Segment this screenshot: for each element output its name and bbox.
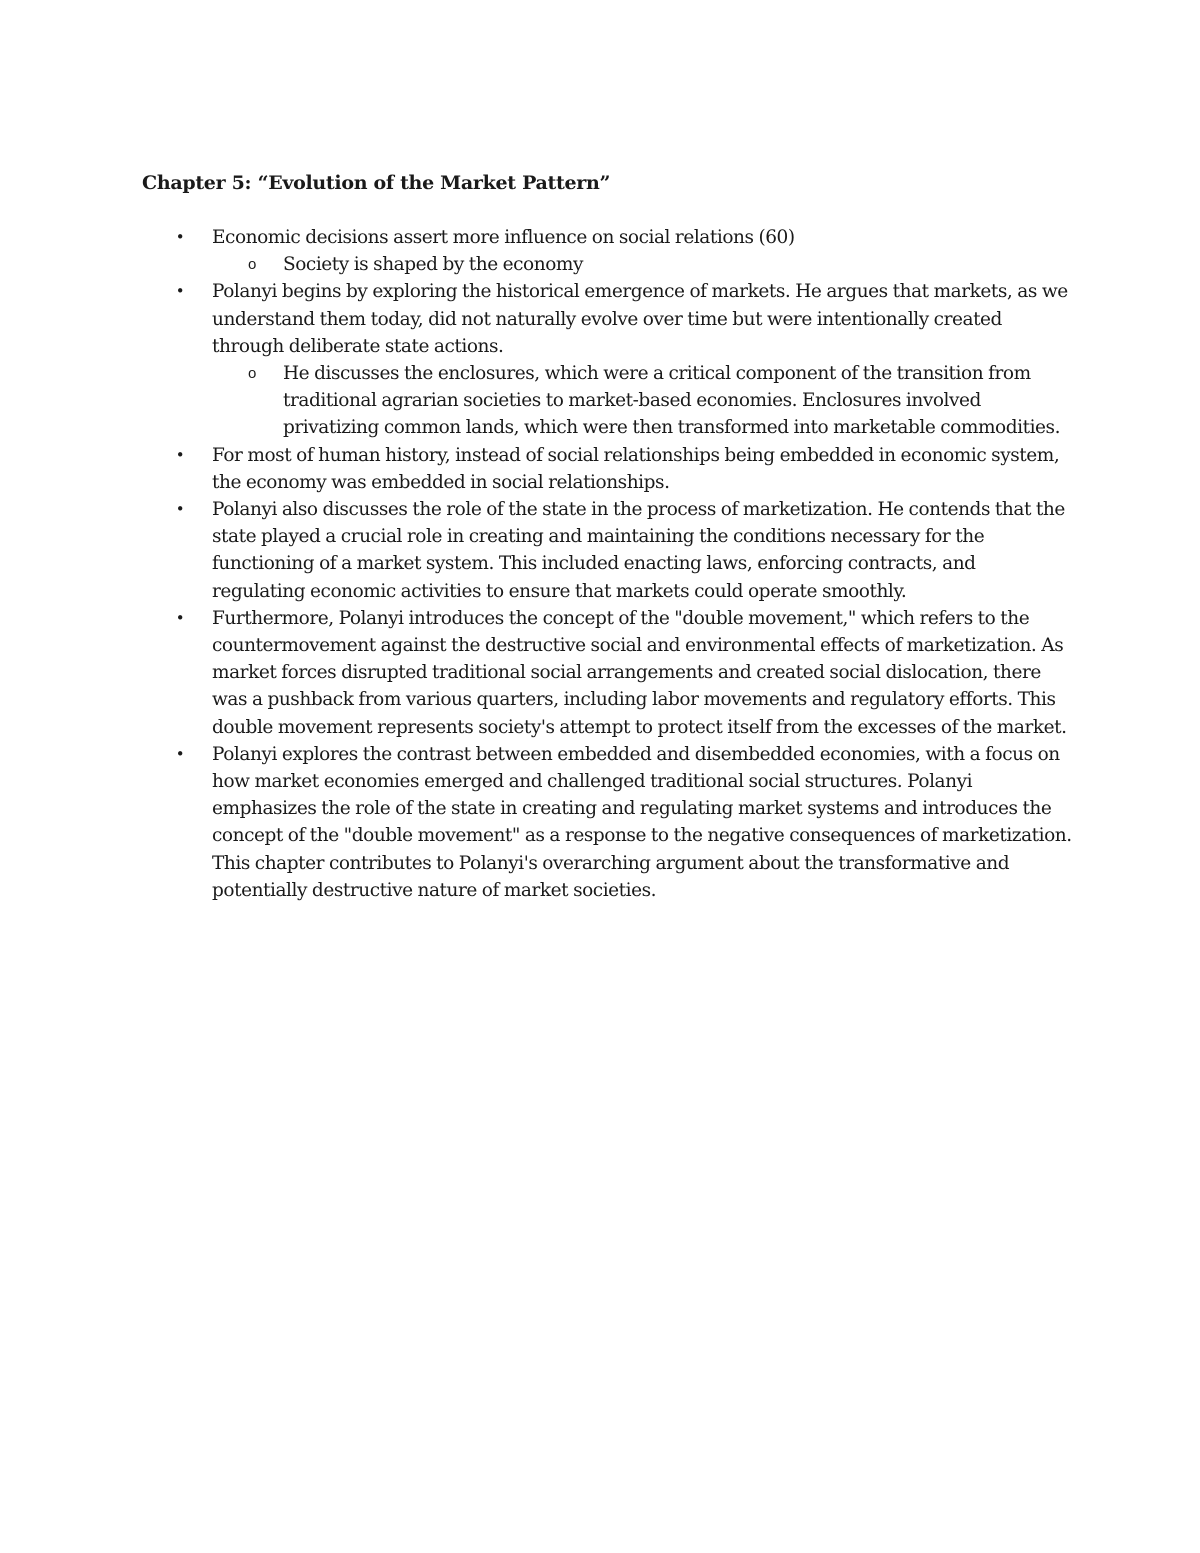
sub-list-item: [212, 251, 1072, 278]
bullet-list: [142, 224, 1072, 904]
chapter-heading: Chapter 5: “Evolution of the Market Pattern”: [142, 172, 611, 194]
bullet-icon: •: [175, 744, 185, 763]
list-item: [142, 605, 1072, 741]
list-item: [142, 741, 1072, 904]
sub-list: [212, 360, 1072, 442]
sub-list-item: [212, 360, 1072, 442]
list-item: [142, 224, 1072, 278]
list-item-text: Furthermore, Polanyi introduces the concept of the "double movement," which refers to the countermovement against the destructive social and environmental effects of marketization. As market forces disrupted traditional social arrangements and created social dislocation, there was a pushback from various quarters, including labor movements and regulatory efforts. This double movement represents society's attempt to protect itself from the excesses of the market.: [212, 607, 1067, 738]
list-item-text: Polanyi explores the contrast between embedded and disembedded economies, with a focus on how market economies emerged and challenged traditional social structures. Polanyi emphasizes the role of the state in creating and regulating market systems and introduces the concept of the "double movement" as a response to the negative consequences of marketization. This chapter contributes to Polanyi's overarching argument about the transformative and potentially destructive nature of market societies.: [212, 743, 1072, 901]
sub-list: [212, 251, 1072, 278]
list-item-text: For most of human history, instead of social relationships being embedded in economic system, the economy was embedded in social relationships.: [212, 444, 1060, 493]
bullet-icon: •: [175, 282, 185, 301]
sub-bullet-icon: o: [248, 365, 256, 383]
document-body: [142, 170, 1072, 904]
list-item-text: Polanyi begins by exploring the historical emergence of markets. He argues that markets, as we understand them today, did not naturally evolve over time but were intentionally created through deliberate state actions.: [212, 281, 1068, 357]
list-item: [142, 442, 1072, 496]
sub-bullet-icon: o: [248, 256, 256, 274]
bullet-icon: •: [175, 228, 185, 246]
list-item-text: Polanyi also discusses the role of the state in the process of marketization. He contends that the state played a crucial role in creating and maintaining the conditions necessary for the functioning of a market system. This included enacting laws, enforcing contracts, and regulating economic activities to ensure that markets could operate smoothly.: [212, 499, 1065, 602]
bullet-icon: •: [175, 445, 185, 464]
list-item: [142, 278, 1072, 441]
sub-list-item-text: He discusses the enclosures, which were a critical component of the transition from traditional agrarian societies to market-based economies. Enclosures involved privatizing common lands, which were then transformed into marketable commodities.: [283, 363, 1061, 439]
bullet-icon: •: [175, 608, 185, 627]
list-item: [142, 496, 1072, 605]
sub-list-item-text: Society is shaped by the economy: [283, 254, 583, 276]
list-item-text: Economic decisions assert more influence on social relations (60): [212, 227, 795, 248]
bullet-icon: •: [175, 500, 185, 519]
